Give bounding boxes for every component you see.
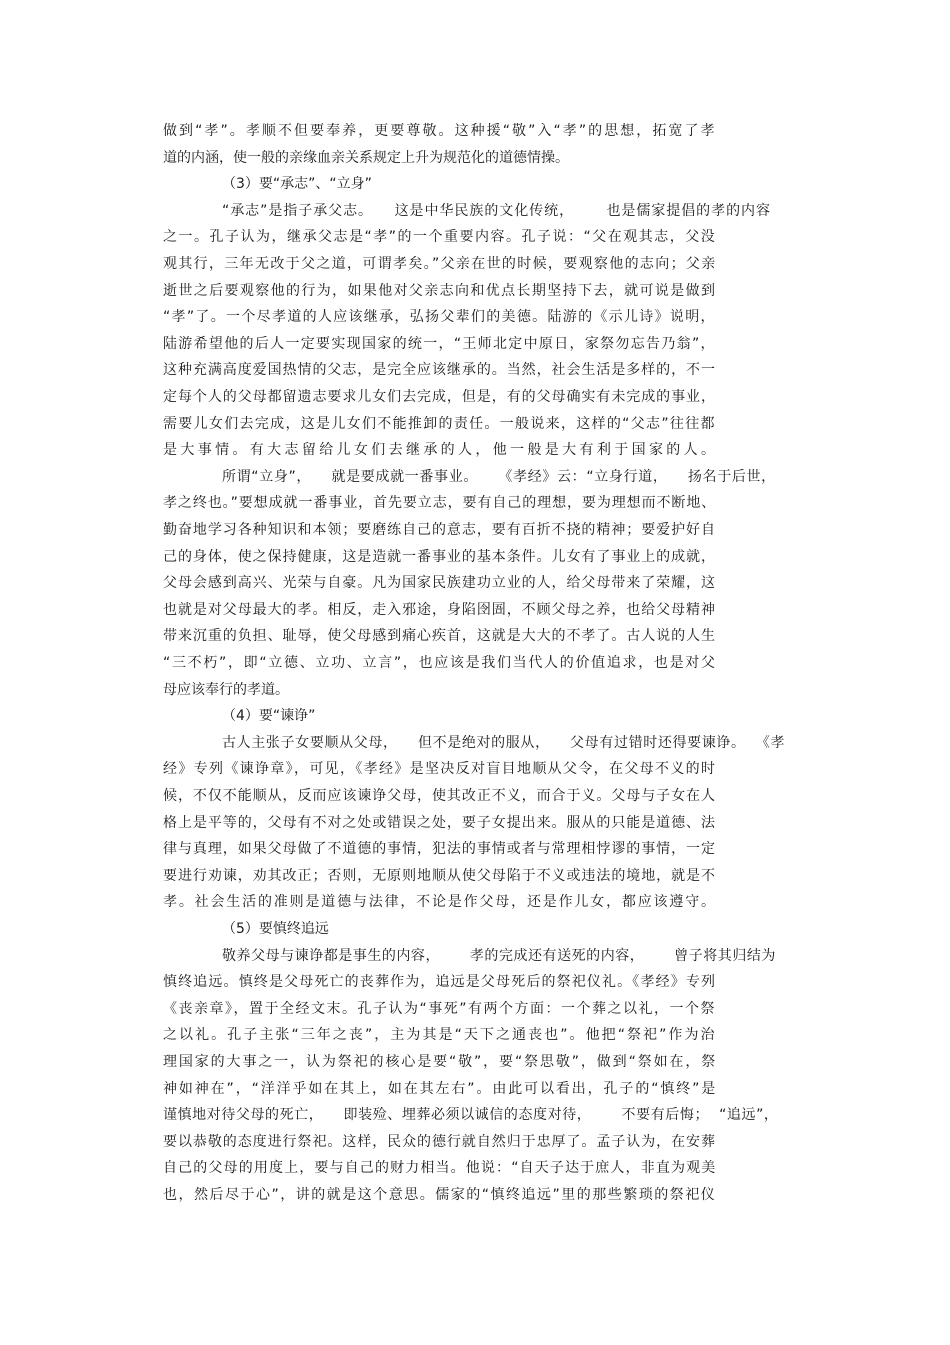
text-line: 需要儿女们去完成，这是儿女们不能推卸的责任。一般说来，这样的“父志”往往都 [163, 416, 716, 432]
text-line: （3）要“承志”、“立身” [222, 176, 372, 192]
text-line: 观其行，三年无改于父之道，可谓孝矣。”父亲在世的时候，要观察他的志向；父亲 [163, 256, 717, 272]
text-line: 格上是平等的，父母有不对之处或错误之处，要子女提出来。服从的只能是道德、法 [163, 815, 716, 831]
text-line: 是大事情。有大志留给儿女们去继承的人，他一般是大有利于国家的人。 [163, 442, 719, 458]
text-line: 这种充满高度爱国热情的父志，是完全应该继承的。当然，社会生活是多样的，不一 [163, 362, 716, 378]
text-line: 谨慎地对待父母的死亡， 即装殓、埋葬必须以诚信的态度对待， 不要有后悔； “追远”， [163, 1107, 779, 1123]
text-line: 律与真理，如果父母做了不道德的事情，犯法的事情或者与常理相悖谬的事情，一定 [163, 841, 716, 857]
text-line: 父母会感到高兴、光荣与自豪。凡为国家民族建功立业的人，给父母带来了荣耀，这 [163, 575, 716, 591]
text-line: 要进行劝谏，劝其改正；否则，无原则地顺从使父母陷于不义或违法的境地，就是不 [163, 868, 716, 884]
text-line: 《丧亲章》，置于全经文末。孔子认为“事死”有两个方面：一个葬之以礼，一个祭 [163, 1001, 717, 1017]
text-line: 母应该奉行的孝道。 [163, 682, 289, 698]
text-line: 所谓“立身”， 就是要成就一番事业。 《孝经》云：“立身行道， 扬名于后世， [222, 469, 776, 485]
text-line: 要以恭敬的态度进行祭祀。这样，民众的德行就自然归于忠厚了。孟子认为，在安葬 [163, 1134, 716, 1150]
text-line: 道的内涵，使一般的亲缘血亲关系规定上升为规范化的道德情操。 [163, 150, 569, 166]
text-line: 神如神在”，“洋洋乎如在其上，如在其左右”。由此可以看出，孔子的“慎终”是 [163, 1081, 718, 1097]
text-line: 孝。社会生活的准则是道德与法律，不论是作父母，还是作儿女，都应该遵守。 [163, 894, 717, 910]
text-line: 敬养父母与谏诤都是事生的内容， 孝的完成还有送死的内容， 曾子将其归结为 [222, 948, 776, 964]
text-line: “三不朽”，即“立德、立功、立言”，也应该是我们当代人的价值追求，也是对父 [163, 655, 717, 671]
text-line: 候，不仅不能顺从，反而应该谏诤父母，使其改正不义，而合于义。父母与子女在人 [163, 788, 716, 804]
text-line: 勤奋地学习各种知识和本领；要磨练自己的意志，要有百折不挠的精神；要爱护好自 [163, 522, 716, 538]
text-line: 之以礼。孔子主张“三年之丧”，主为其是“天下之通丧也”。他把“祭祀”作为治 [163, 1027, 717, 1043]
text-line: 己的身体，使之保持健康，这是造就一番事业的基本条件。儿女有了事业上的成就， [163, 549, 716, 565]
text-line: 理国家的大事之一，认为祭祀的核心是要“敬”，要“祭思敬”，做到“祭如在，祭 [163, 1054, 718, 1070]
text-line: 逝世之后要观察他的行为，如果他对父亲志向和优点长期坚持下去，就可说是做到 [163, 283, 717, 299]
text-line: 孝之终也。”要想成就一番事业，首先要立志，要有自己的理想，要为理想而不断地、 [163, 495, 717, 511]
text-line: 做到“孝”。孝顺不但要奉养，更要尊敬。这种援“敬”入“孝”的思想，拓宽了孝 [163, 123, 717, 139]
text-line: 古人主张子女要顺从父母， 但不是绝对的服从， 父母有过错时还得要谏诤。 《孝 [222, 735, 786, 751]
text-line: 定每个人的父母都留遗志要求儿女们去完成，但是，有的父母确实有未完成的事业， [163, 389, 716, 405]
text-line: “承志”是指子承父志。 这是中华民族的文化传统， 也是儒家提倡的孝的内容 [222, 203, 771, 219]
text-line: 也就是对父母最大的孝。相反，走入邪途，身陷囹圄，不顾父母之养，也给父母精神 [163, 602, 716, 618]
text-line: 陆游希望他的后人一定要实现国家的统一，“王师北定中原日，家祭勿忘告乃翁”， [163, 336, 716, 352]
text-line: （4）要“谏诤” [222, 708, 316, 724]
text-line: “孝”了。一个尽孝道的人应该继承，弘扬父辈们的美德。陆游的《示儿诗》说明， [163, 309, 716, 325]
text-line: 自己的父母的用度上，要与自己的财力相当。他说：“自天子达于庶人，非直为观美 [163, 1160, 717, 1176]
text-line: （5）要慎终追远 [222, 921, 329, 937]
text-line: 之一。孔子认为，继承父志是“孝”的一个重要内容。孔子说：“父在观其志，父没 [163, 229, 717, 245]
text-line: 经》专列《谏诤章》，可见，《孝经》是坚决反对盲目地顺从父令，在父母不义的时 [163, 761, 717, 777]
text-line: 带来沉重的负担、耻辱，使父母感到痛心疾首，这就是大大的不孝了。古人说的人生 [163, 628, 716, 644]
text-line: 也，然后尽于心”，讲的就是这个意思。儒家的“慎终追远”里的那些繁琐的祭祀仪 [163, 1187, 717, 1203]
text-line: 慎终追远。慎终是父母死亡的丧葬作为，追远是父母死后的祭祀仪礼。《孝经》专列 [163, 974, 717, 990]
